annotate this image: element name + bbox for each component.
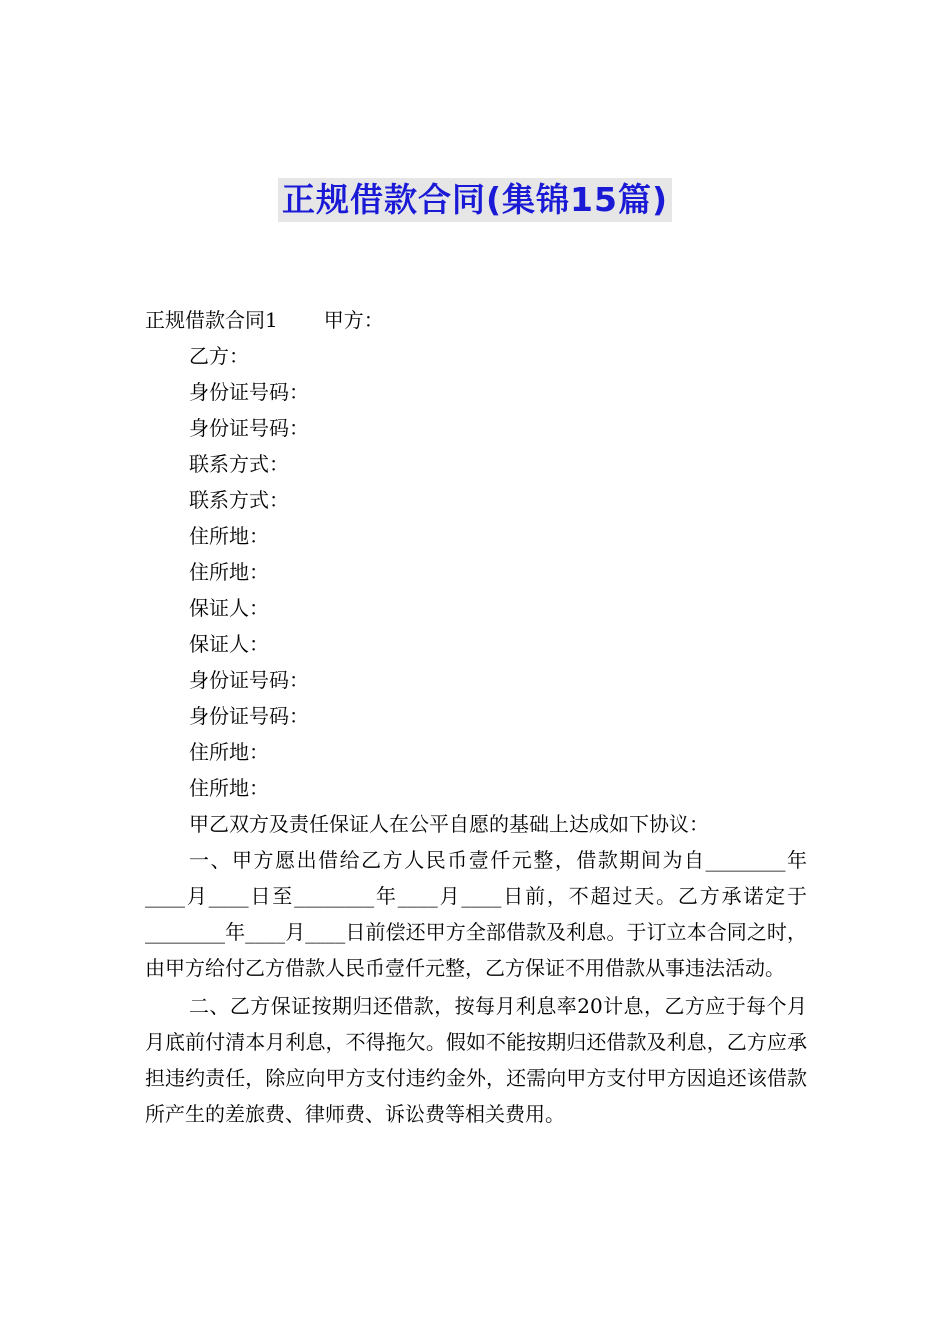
field-contact: 联系方式：: [189, 452, 289, 476]
field-address: 住所地：: [189, 560, 269, 584]
field-id-number: 身份证号码：: [189, 668, 309, 692]
field-party-b: 乙方：: [189, 344, 249, 368]
field-id-number: 身份证号码：: [189, 416, 309, 440]
party-a-label: 甲方：: [323, 308, 384, 332]
title-container: [0, 178, 950, 222]
field-contact: 联系方式：: [189, 488, 289, 512]
field-address: 住所地：: [189, 740, 269, 764]
document-body: [145, 302, 807, 1132]
agreement-intro: 甲乙双方及责任保证人在公平自愿的基础上达成如下协议：: [189, 812, 709, 836]
field-id-number: 身份证号码：: [189, 380, 309, 404]
field-id-number: 身份证号码：: [189, 704, 309, 728]
clause-2: 二、乙方保证按期归还借款，按每月利息率20计息，乙方应于每个月月底前付清本月利息，不得拖欠。假如不能按期归还借款及利息，乙方应承担违约责任，除应向甲方支付违约金外，还需向甲方支付甲方因追还该借款所产生的差旅费、律师费、诉讼费等相关费用。: [145, 994, 807, 1126]
field-address: 住所地：: [189, 524, 269, 548]
heading-line: [145, 302, 807, 338]
field-guarantor: 保证人：: [189, 596, 269, 620]
clause-1: 一、甲方愿出借给乙方人民币壹仟元整，借款期间为自________年____月____日至________年____月____日前，不超过天。乙方承诺定于________年____月____日前偿还甲方全部借款及利息。于订立本合同之时，由甲方给付乙方借款人民币壹仟元整，乙方保证不用借款从事违法活动。: [145, 848, 807, 980]
field-address: 住所地：: [189, 776, 269, 800]
field-guarantor: 保证人：: [189, 632, 269, 656]
document-title: 正规借款合同(集锦15篇): [278, 178, 672, 222]
section-heading: 正规借款合同1: [145, 308, 278, 332]
